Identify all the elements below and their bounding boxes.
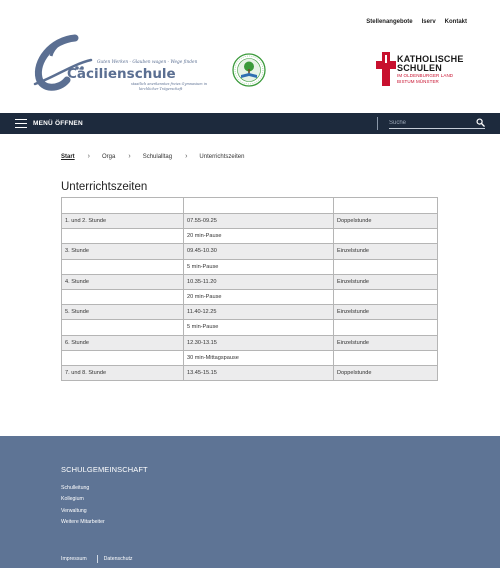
footer [0, 436, 500, 568]
table-cell [62, 320, 184, 335]
table-cell: 12.30-13.15 [184, 335, 334, 350]
breadcrumb-item-schulalltag[interactable]: Schulalltag [142, 153, 173, 160]
table-row [62, 365, 438, 380]
eco-school-badge-icon [232, 53, 266, 87]
table-cell [62, 229, 184, 244]
navbar-divider [377, 117, 378, 130]
table-cell: 20 min-Pause [184, 229, 334, 244]
footer-link-weitere-mitarbeiter[interactable]: Weitere Mitarbeiter [61, 518, 105, 525]
table-row [62, 214, 438, 229]
table-cell: 07.55-09.25 [184, 214, 334, 229]
table-cell: Doppelstunde [334, 214, 438, 229]
search-icon[interactable] [476, 118, 485, 127]
table-cell: Einzelstunde [334, 335, 438, 350]
table-cell [334, 320, 438, 335]
table-cell [334, 350, 438, 365]
table-cell: 5 min-Pause [184, 259, 334, 274]
table-cell [62, 350, 184, 365]
footer-bottom-links [61, 555, 133, 563]
school-logo[interactable] [33, 34, 211, 98]
table-cell: 3. Stunde [62, 244, 184, 259]
top-nav-link-iserv[interactable]: Iserv [421, 19, 436, 25]
kath-logo-line-4: BISTUM MÜNSTER [397, 78, 439, 84]
footer-link-datenschutz[interactable]: Datenschutz [103, 556, 133, 562]
hamburger-menu-icon[interactable] [15, 119, 27, 128]
table-header-row [62, 198, 438, 214]
table-cell: 7. und 8. Stunde [62, 365, 184, 380]
top-nav-link-kontakt[interactable]: Kontakt [444, 19, 467, 25]
footer-link-schulleitung[interactable]: Schulleitung [61, 485, 90, 491]
table-cell: Einzelstunde [334, 305, 438, 320]
table-cell: 10.35-11.20 [184, 274, 334, 289]
table-header-cell [184, 198, 334, 214]
footer-link-kollegium[interactable]: Kollegium [61, 496, 84, 503]
search-box [389, 117, 485, 129]
breadcrumb-item-start[interactable]: Start [61, 153, 75, 160]
top-navigation [366, 19, 467, 25]
kath-logo-line-3: IM OLDENBURGER LAND [397, 73, 454, 78]
table-row [62, 305, 438, 320]
page-title: Unterrichtszeiten [61, 181, 148, 193]
katholische-schulen-logo [376, 52, 466, 86]
table-cell [334, 229, 438, 244]
top-nav-link-stellenangebote[interactable]: Stellenangebote [366, 19, 413, 25]
footer-title: SCHULGEMEINSCHAFT [61, 465, 148, 474]
chevron-right-icon: › [87, 153, 91, 160]
table-cell: Einzelstunde [334, 244, 438, 259]
table-cell [334, 289, 438, 304]
table-cell [62, 289, 184, 304]
footer-links [61, 485, 105, 530]
search-input[interactable] [389, 117, 473, 128]
footer-divider [97, 555, 98, 563]
footer-link-impressum[interactable]: Impressum [61, 556, 87, 562]
table-cell: 5. Stunde [62, 305, 184, 320]
table-row [62, 274, 438, 289]
school-logo-name: Cäcilienschule [67, 66, 176, 82]
kath-logo-line-2: SCHULEN [397, 63, 442, 73]
table-cell: 13.45-15.15 [184, 365, 334, 380]
table-row [62, 244, 438, 259]
eco-school-badge [232, 53, 266, 87]
table-row [62, 259, 438, 274]
table-cell: 11.40-12.25 [184, 305, 334, 320]
table-cell: 1. und 2. Stunde [62, 214, 184, 229]
breadcrumb [61, 153, 244, 160]
table-row [62, 350, 438, 365]
table-cell: 30 min-Mittagspause [184, 350, 334, 365]
school-logo-subline-2: kirchlicher Trägerschaft [139, 87, 183, 91]
menu-open-button[interactable]: MENÜ ÖFFNEN [33, 120, 83, 127]
table-row [62, 289, 438, 304]
table-cell [334, 259, 438, 274]
breadcrumb-item-current: Unterrichtszeiten [199, 153, 245, 160]
main-navbar [0, 113, 500, 134]
footer-link-verwaltung[interactable]: Verwaltung [61, 507, 87, 514]
school-logo-graphic [33, 34, 211, 98]
table-cell: 20 min-Pause [184, 289, 334, 304]
chevron-right-icon: › [128, 153, 131, 160]
table-row [62, 335, 438, 350]
table-cell: Einzelstunde [334, 274, 438, 289]
table-cell: 6. Stunde [62, 335, 184, 350]
table-row [62, 320, 438, 335]
table-cell: Doppelstunde [334, 365, 438, 380]
red-cross-icon [376, 52, 396, 86]
table-cell: 5 min-Pause [184, 320, 334, 335]
table-header-cell [334, 198, 438, 214]
kath-logo-line-1: KATHOLISCHE [397, 54, 464, 64]
table-cell: 4. Stunde [62, 274, 184, 289]
table-row [62, 229, 438, 244]
timetable [61, 197, 438, 381]
school-logo-motto: Guten Werken - Glauben wagen - Wege finden [97, 60, 198, 65]
school-logo-subline-1: staatlich anerkanntes freies Gymnasium in [131, 82, 208, 86]
table-cell: 09.45-10.30 [184, 244, 334, 259]
chevron-right-icon: › [185, 153, 188, 160]
table-cell [62, 259, 184, 274]
breadcrumb-item-orga[interactable]: Orga [102, 153, 116, 160]
table-header-cell [62, 198, 184, 214]
